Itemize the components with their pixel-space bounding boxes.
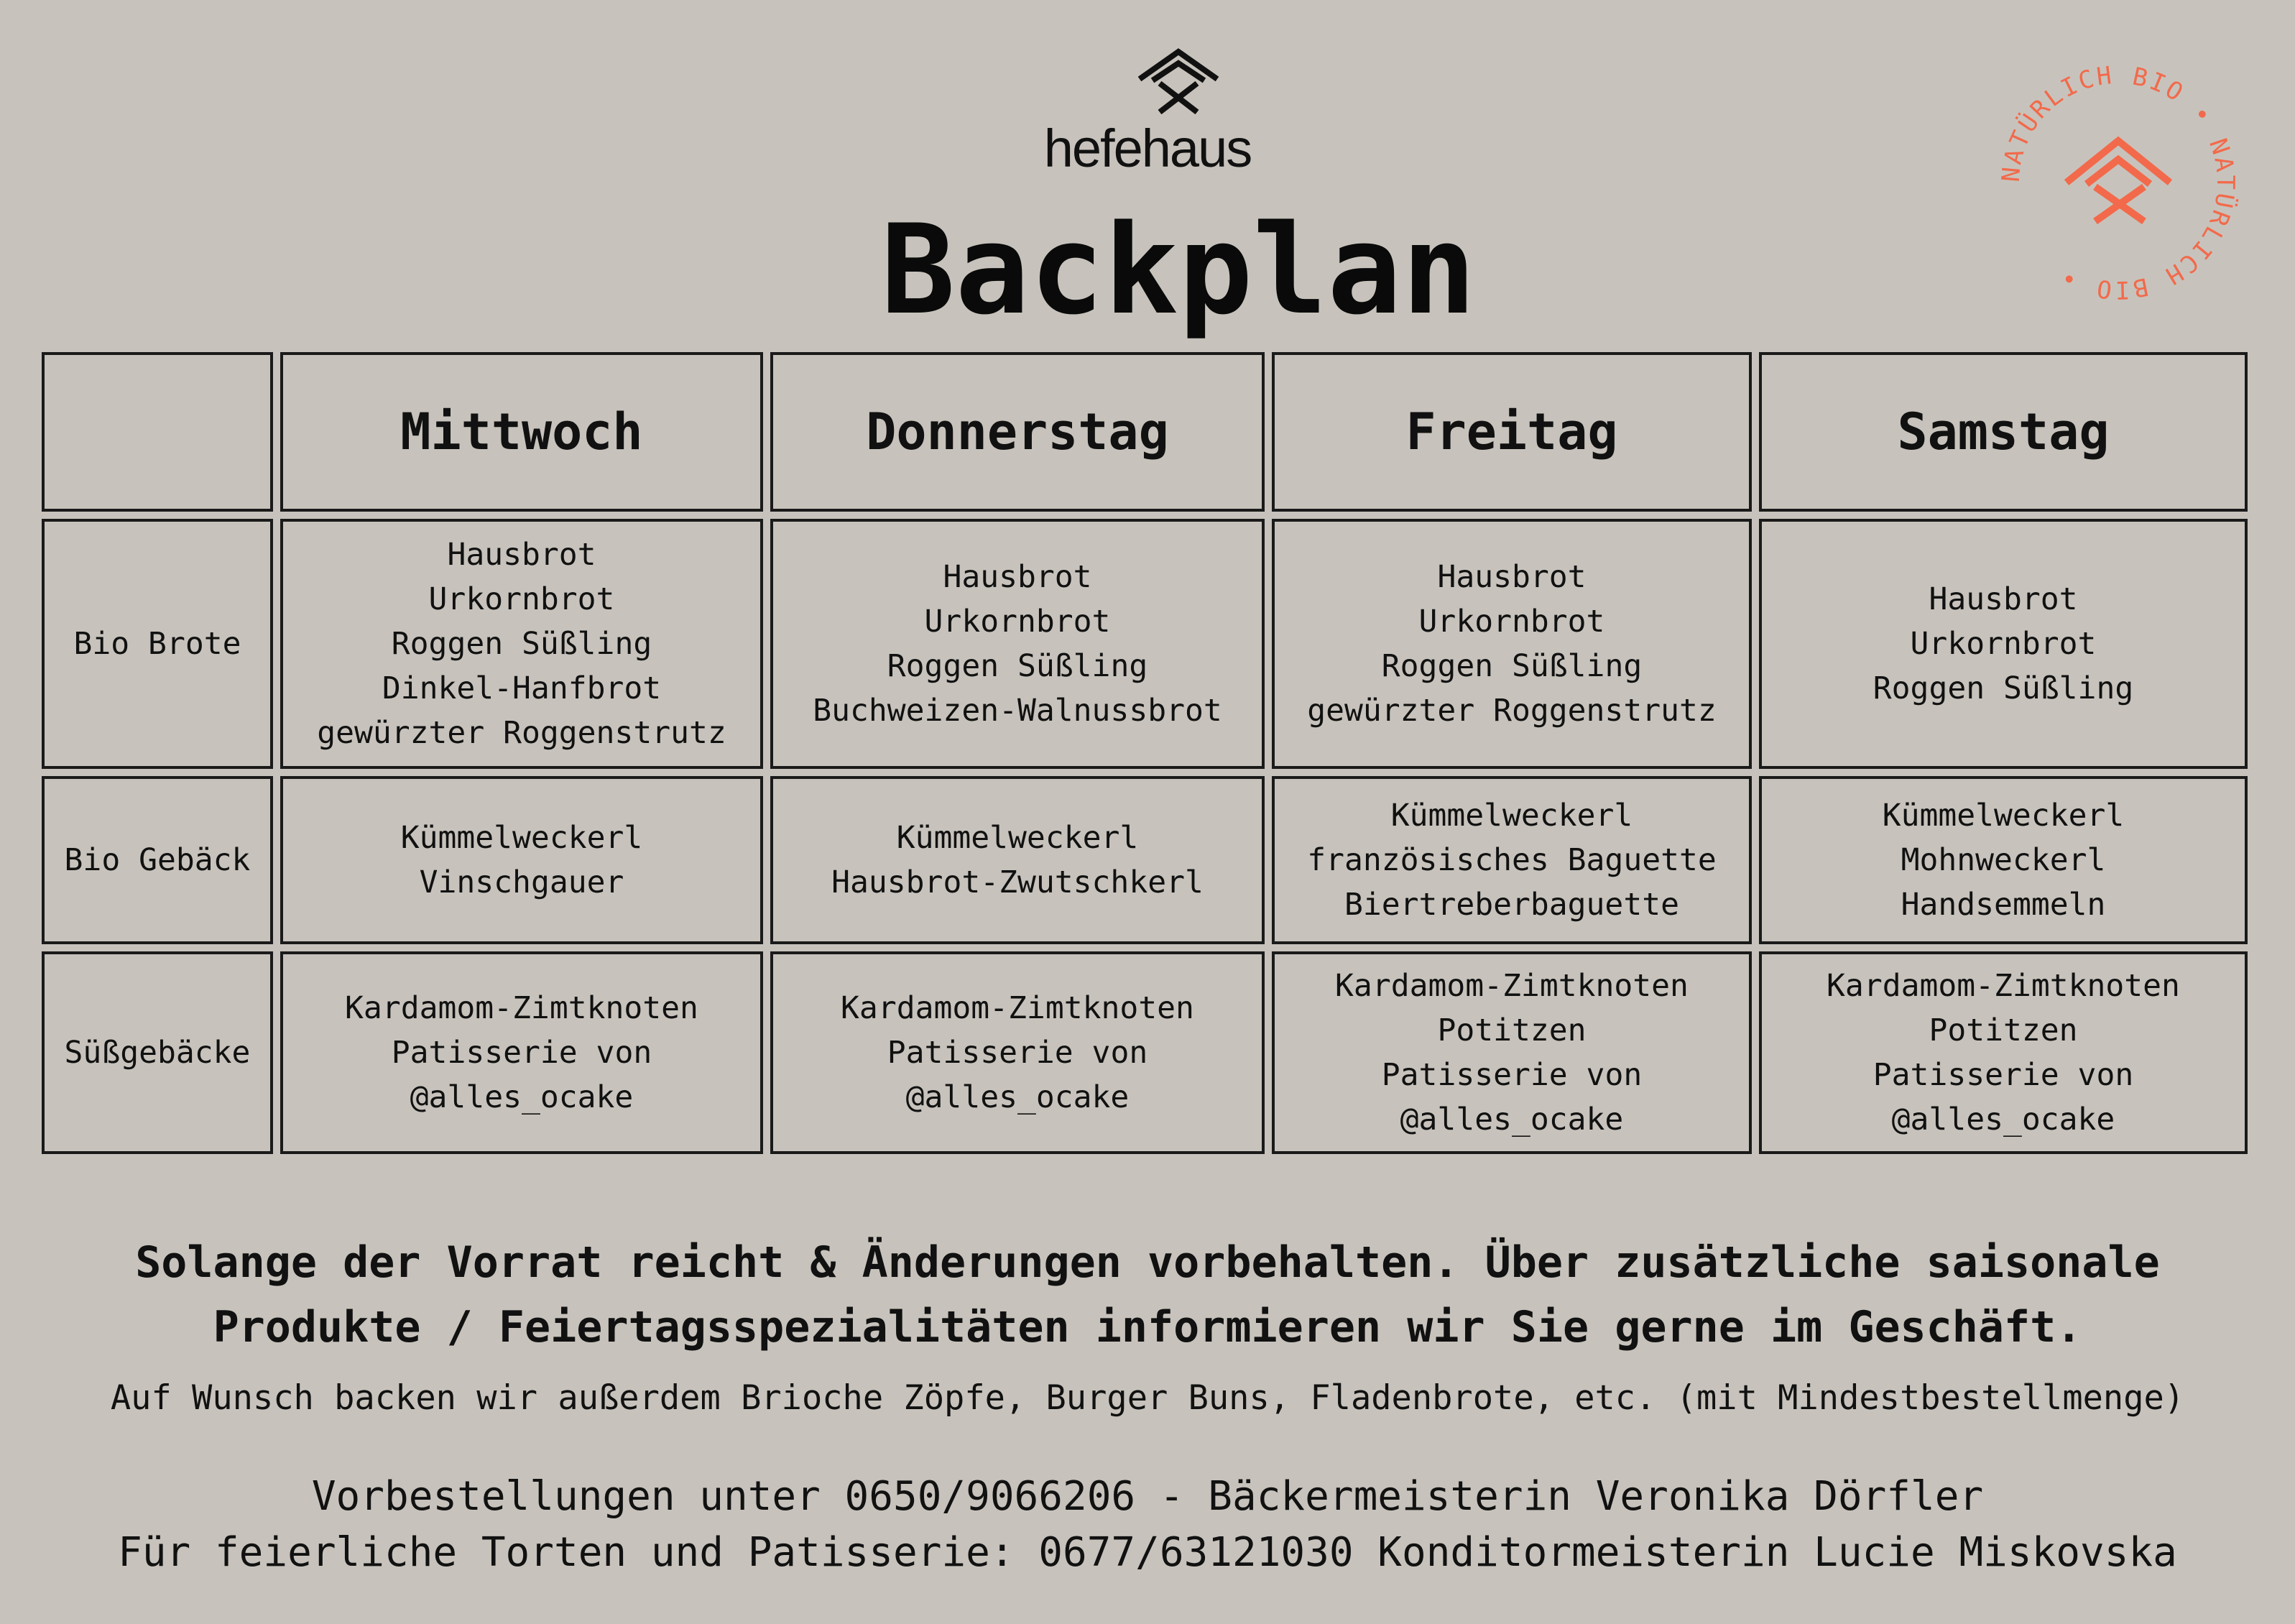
cell-bio-gebaeck-donnerstag (770, 776, 1265, 944)
list-item: Kümmelweckerl (1882, 798, 2125, 834)
cell-bio-brote-mittwoch (280, 519, 763, 769)
cell-suessgebaecke-donnerstag (770, 951, 1265, 1154)
list-item: Patisserie von (887, 1035, 1148, 1071)
cell-bio-gebaeck-mittwoch (280, 776, 763, 944)
corner-cell (42, 352, 273, 512)
list-item: Potitzen (1929, 1012, 2078, 1048)
list-item: @alles_ocake (410, 1079, 634, 1115)
stamp-text: NATÜRLICH BIO • NATÜRLICH BIO • (1996, 60, 2240, 305)
contact-info (0, 1469, 2295, 1581)
list-item: französisches Baguette (1307, 842, 1717, 878)
day-header-mittwoch: Mittwoch (280, 352, 763, 512)
list-item: @alles_ocake (1891, 1102, 2115, 1138)
list-item: @alles_ocake (905, 1079, 1130, 1115)
cell-bio-brote-donnerstag (770, 519, 1265, 769)
list-item: Biertreberbaguette (1344, 887, 1679, 923)
list-item: Hausbrot (1437, 559, 1587, 595)
list-item: Urkornbrot (1910, 626, 2097, 662)
list-item: Urkornbrot (1418, 604, 1605, 640)
availability-note-line: Solange der Vorrat reicht & Änderungen vorbehalten. Über zusätzliche saisonale (135, 1237, 2160, 1288)
list-item: Potitzen (1437, 1012, 1587, 1048)
list-item: Handsemmeln (1901, 887, 2106, 923)
list-item: Kardamom-Zimtknoten (345, 990, 698, 1026)
list-item: Kümmelweckerl (896, 820, 1139, 856)
cell-suessgebaecke-mittwoch (280, 951, 763, 1154)
list-item: gewürzter Roggenstrutz (1307, 693, 1717, 729)
stamp-logo-icon (2067, 141, 2170, 221)
list-item: @alles_ocake (1400, 1102, 1624, 1138)
cell-bio-gebaeck-samstag (1759, 776, 2248, 944)
list-item: Kardamom-Zimtknoten (1827, 968, 2180, 1004)
cell-bio-brote-samstag (1759, 519, 2248, 769)
list-item: Roggen Süßling (1873, 670, 2134, 706)
list-item: Kümmelweckerl (1390, 798, 1633, 834)
list-item: Roggen Süßling (391, 626, 652, 662)
cell-suessgebaecke-freitag (1272, 951, 1752, 1154)
row-label-bio-gebaeck: Bio Gebäck (42, 776, 273, 944)
list-item: Patisserie von (1381, 1057, 1643, 1093)
list-item: Urkornbrot (428, 581, 615, 617)
list-item: gewürzter Roggenstrutz (317, 715, 726, 751)
list-item: Hausbrot (943, 559, 1092, 595)
list-item: Urkornbrot (924, 604, 1111, 640)
list-item: Kümmelweckerl (400, 820, 643, 856)
contact-baker: Vorbestellungen unter 0650/9066206 - Bäckermeisterin Veronika Dörfler (311, 1473, 1984, 1520)
list-item: Hausbrot-Zwutschkerl (831, 864, 1204, 900)
list-item: Vinschgauer (419, 864, 624, 900)
contact-confectioner: Für feierliche Torten und Patisserie: 0677/63121030 Konditormeisterin Lucie Miskovska (118, 1529, 2177, 1576)
list-item: Kardamom-Zimtknoten (841, 990, 1194, 1026)
row-label-suessgebaecke: Süßgebäcke (42, 951, 273, 1154)
list-item: Mohnweckerl (1901, 842, 2106, 878)
availability-note-line: Produkte / Feiertagsspezialitäten informieren wir Sie gerne im Geschäft. (213, 1302, 2082, 1352)
svg-text:NATÜRLICH BIO • NATÜRLICH BIO (1997, 61, 2240, 305)
availability-note (0, 1230, 2295, 1360)
hefehaus-logo-icon (1135, 47, 1222, 116)
cell-bio-gebaeck-freitag (1272, 776, 1752, 944)
list-item: Patisserie von (391, 1035, 652, 1071)
day-header-donnerstag: Donnerstag (770, 352, 1265, 512)
list-item: Hausbrot (447, 537, 596, 573)
brand-name: hefehaus (1043, 119, 1252, 178)
special-order-note: Auf Wunsch backen wir außerdem Brioche Zöpfe, Burger Buns, Fladenbrote, etc. (mit Mindestbestellmenge) (110, 1378, 2185, 1418)
list-item: Patisserie von (1873, 1057, 2134, 1093)
page-title: Backplan (880, 198, 1477, 342)
list-item: Roggen Süßling (1381, 648, 1643, 684)
row-label-bio-brote: Bio Brote (42, 519, 273, 769)
list-item: Roggen Süßling (887, 648, 1148, 684)
natuerlich-bio-stamp (1996, 60, 2240, 305)
day-header-samstag: Samstag (1759, 352, 2248, 512)
day-header-freitag: Freitag (1272, 352, 1752, 512)
list-item: Buchweizen-Walnussbrot (813, 693, 1222, 729)
list-item: Hausbrot (1929, 581, 2078, 617)
cell-suessgebaecke-samstag (1759, 951, 2248, 1154)
cell-bio-brote-freitag (1272, 519, 1752, 769)
list-item: Dinkel-Hanfbrot (382, 670, 662, 706)
list-item: Kardamom-Zimtknoten (1335, 968, 1689, 1004)
